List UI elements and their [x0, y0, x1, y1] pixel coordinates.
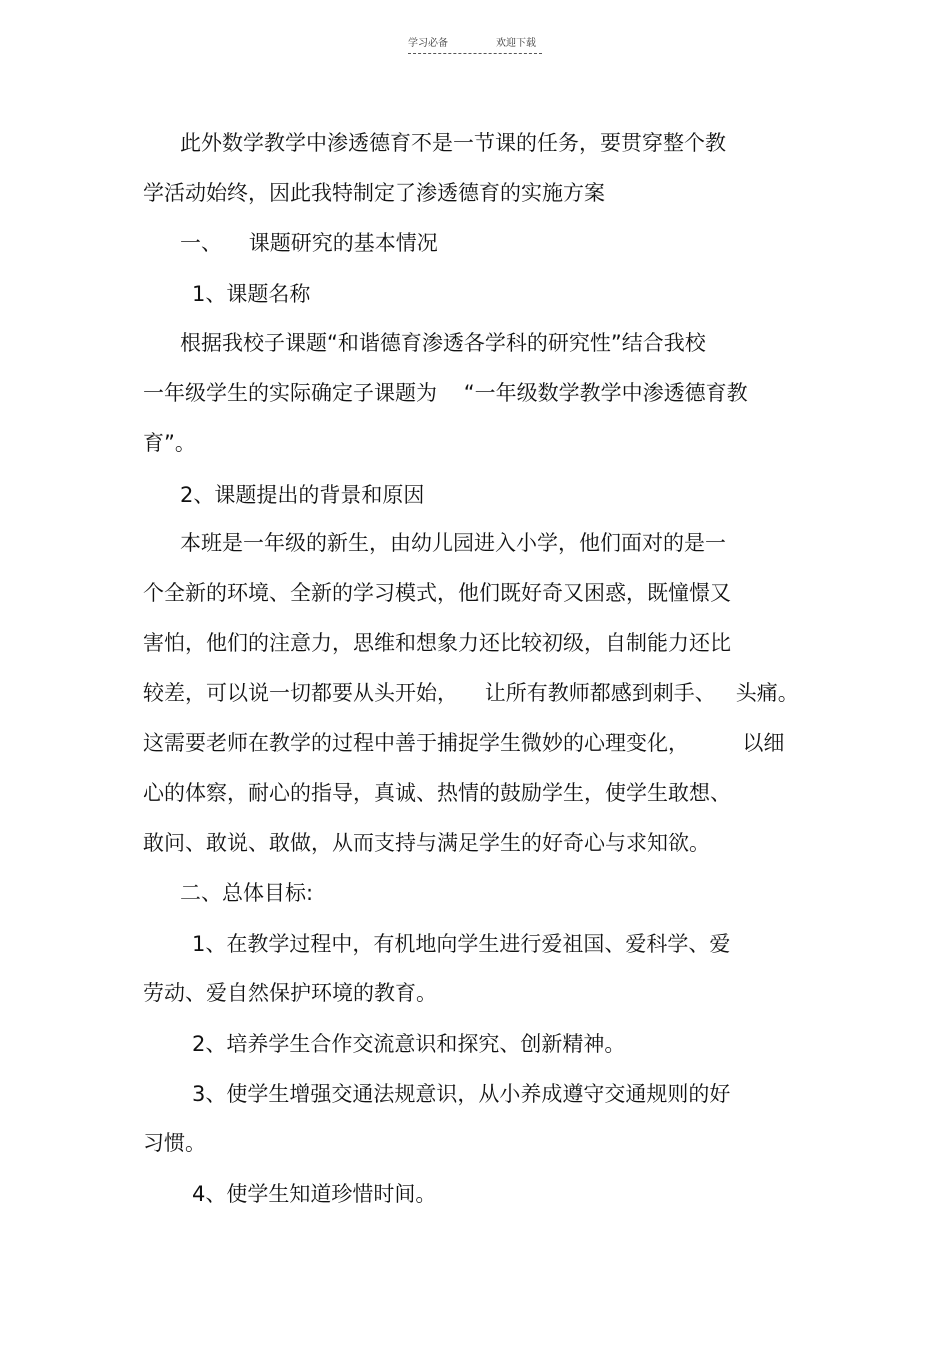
- body-line-7: 育”。: [143, 431, 196, 455]
- body-line-11: 害怕，他们的注意力，思维和想象力还比较初级，自制能力还比: [143, 631, 731, 655]
- goal-1-line-1: 1、在教学过程中，有机地向学生进行爱祖国、爱科学、爱: [192, 932, 731, 956]
- section-heading-1: 一、 课题研究的基本情况: [180, 231, 438, 255]
- body-line-15: 敢问、敢说、敢做，从而支持与满足学生的好奇心与求知欲。: [143, 831, 710, 855]
- header-right-text: 欢迎下载: [496, 38, 536, 49]
- subheading-1: 1、课题名称: [192, 282, 311, 306]
- body-line-6: 一年级学生的实际确定子课题为 “一年级数学教学中渗透德育教: [143, 381, 748, 405]
- header-dashed-rule: [408, 53, 542, 54]
- body-line-5: 根据我校子课题“和谐德育渗透各学科的研究性”结合我校: [180, 331, 706, 355]
- goal-3-line-2: 习惯。: [143, 1131, 206, 1155]
- body-line-9: 本班是一年级的新生，由幼儿园进入小学，他们面对的是一: [180, 531, 726, 555]
- subheading-2: 2、课题提出的背景和原因: [180, 483, 425, 507]
- body-line-2: 学活动始终，因此我特制定了渗透德育的实施方案: [143, 181, 605, 205]
- header-left-text: 学习必备: [408, 38, 448, 49]
- body-line-12: 较差，可以说一切都要从头开始， 让所有教师都感到刺手、 头痛。: [143, 681, 799, 705]
- section-heading-2: 二、总体目标:: [180, 881, 314, 905]
- body-line-1: 此外数学教学中渗透德育不是一节课的任务，要贯穿整个教: [180, 131, 726, 155]
- body-line-14: 心的体察，耐心的指导，真诚、热情的鼓励学生，使学生敢想、: [143, 781, 731, 805]
- goal-3-line-1: 3、使学生增强交通法规意识，从小养成遵守交通规则的好: [192, 1082, 731, 1106]
- page-header: [408, 38, 542, 54]
- body-line-13: 这需要老师在教学的过程中善于捕捉学生微妙的心理变化， 以细: [143, 731, 785, 755]
- body-line-10: 个全新的环境、全新的学习模式，他们既好奇又困惑，既憧憬又: [143, 581, 731, 605]
- goal-1-line-2: 劳动、爱自然保护环境的教育。: [143, 981, 437, 1005]
- goal-4: 4、使学生知道珍惜时间。: [192, 1182, 437, 1206]
- goal-2: 2、培养学生合作交流意识和探究、创新精神。: [192, 1032, 626, 1056]
